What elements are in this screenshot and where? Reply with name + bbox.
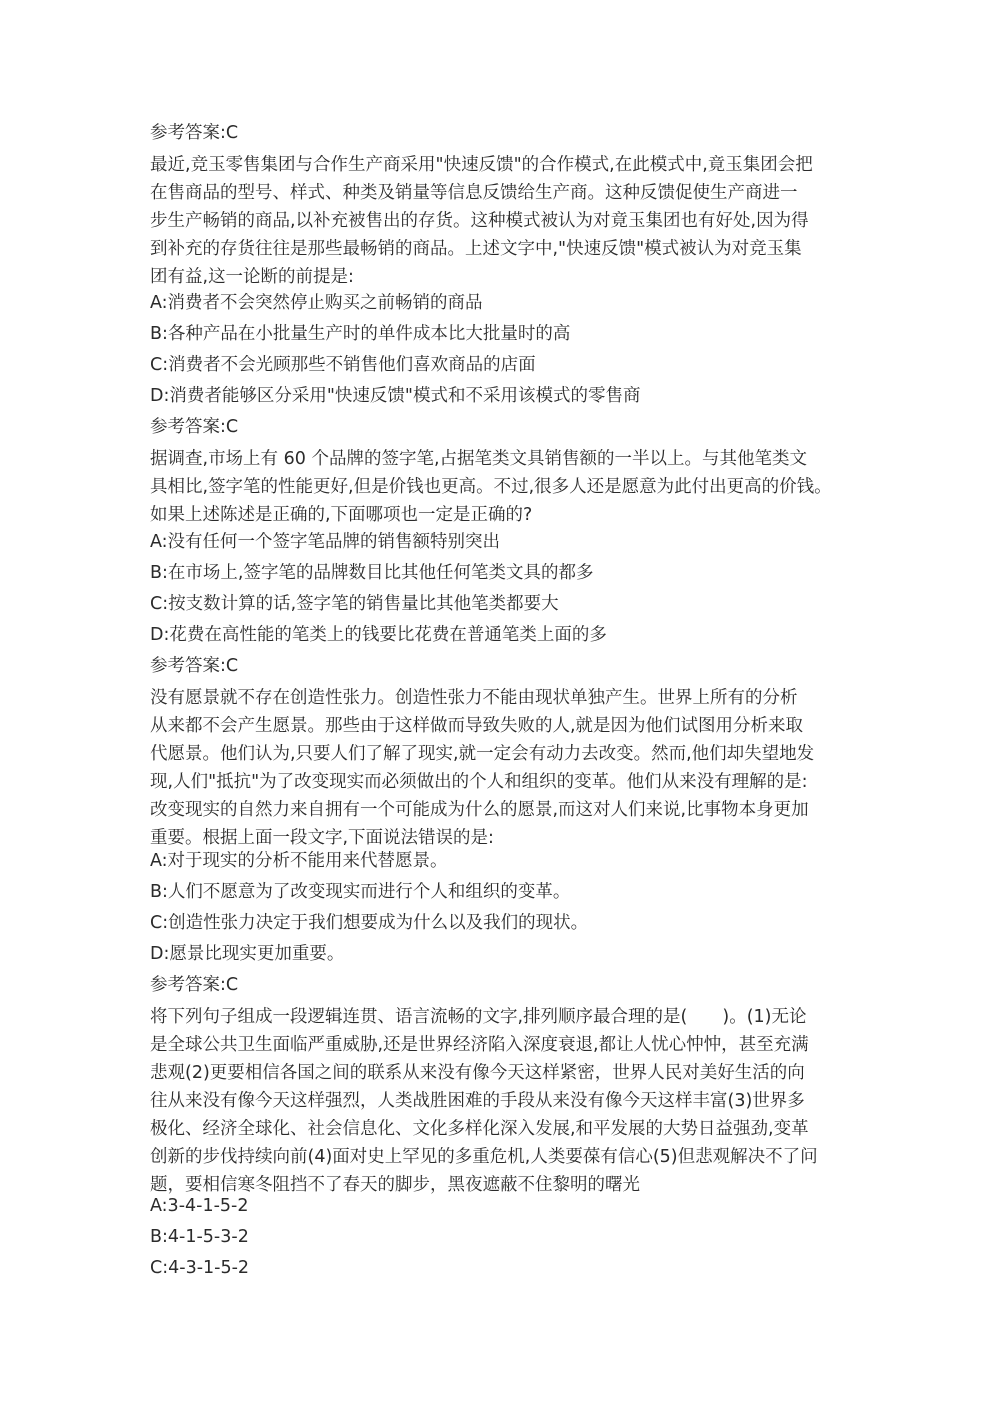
question-1-option-d: D:消费者能够区分采用"快速反馈"模式和不采用该模式的零售商 (150, 386, 641, 406)
question-line: 步生产畅销的商品,以补充被售出的存货。这种模式被认为对竟玉集团也有好处,因为得 (150, 211, 809, 231)
question-4-option-a: A:3-4-1-5-2 (150, 1196, 249, 1216)
question-line: 是全球公共卫生面临严重威胁,还是世界经济陷入深度衰退,都让人忧心忡忡，甚至充满 (150, 1035, 809, 1055)
question-4-option-b: B:4-1-5-3-2 (150, 1227, 249, 1247)
reference-answer: 参考答案:C (150, 417, 239, 437)
question-line: 代愿景。他们认为,只要人们了解了现实,就一定会有动力去改变。然而,他们却失望地发 (150, 744, 815, 764)
question-2-option-c: C:按支数计算的话,签字笔的销售量比其他笔类都要大 (150, 594, 559, 614)
question-line: 悲观(2)更要相信各国之间的联系从来没有像今天这样紧密，世界人民对美好生活的向 (150, 1063, 805, 1083)
question-line: 题，要相信寒冬阻挡不了春天的脚步，黑夜遮蔽不住黎明的曙光 (150, 1175, 640, 1195)
question-4-option-c: C:4-3-1-5-2 (150, 1258, 250, 1278)
reference-answer: 参考答案:C (150, 656, 239, 676)
question-line: 往从来没有像今天这样强烈，人类战胜困难的手段从来没有像今天这样丰富(3)世界多 (150, 1091, 805, 1111)
question-line: 到补充的存货往往是那些最畅销的商品。上述文字中,"快速反馈"模式被认为对竞玉集 (150, 239, 802, 259)
question-line: 改变现实的自然力来自拥有一个可能成为什么的愿景,而这对人们来说,比事物本身更加 (150, 800, 809, 820)
question-line: 具相比,签字笔的性能更好,但是价钱也更高。不过,很多人还是愿意为此付出更高的价钱。 (150, 477, 832, 497)
question-4-stem (150, 1003, 855, 1199)
question-1-option-c: C:消费者不会光顾那些不销售他们喜欢商品的店面 (150, 355, 536, 375)
question-1-option-b: B:各种产品在小批量生产时的单件成本比大批量时的高 (150, 324, 571, 344)
question-line: 在售商品的型号、样式、种类及销量等信息反馈给生产商。这种反馈促使生产商进一 (150, 183, 798, 203)
question-line: 没有愿景就不存在创造性张力。创造性张力不能由现状单独产生。世界上所有的分析 (150, 688, 798, 708)
question-1-stem (150, 151, 855, 291)
question-line: 团有益,这一论断的前提是: (150, 267, 354, 287)
question-line: 如果上述陈述是正确的,下面哪项也一定是正确的? (150, 505, 533, 525)
question-2-option-a: A:没有任何一个签字笔品牌的销售额特别突出 (150, 532, 501, 552)
question-line: 最近,竞玉零售集团与合作生产商采用"快速反馈"的合作模式,在此模式中,竟玉集团会把 (150, 155, 813, 175)
question-2-option-d: D:花费在高性能的笔类上的钱要比花费在普通笔类上面的多 (150, 625, 607, 645)
question-line: 据调查,市场上有 60 个品牌的签字笔,占据笔类文具销售额的一半以上。与其他笔类文 (150, 449, 808, 469)
question-line: 现,人们"抵抗"为了改变现实而必须做出的个人和组织的变革。他们从来没有理解的是: (150, 772, 808, 792)
question-line: 将下列句子组成一段逻辑连贯、语言流畅的文字,排列顺序最合理的是( )。(1)无论 (150, 1007, 807, 1027)
question-3-option-c: C:创造性张力决定于我们想要成为什么以及我们的现状。 (150, 913, 589, 933)
question-line: 重要。根据上面一段文字,下面说法错误的是: (150, 828, 494, 848)
question-1-option-a: A:消费者不会突然停止购买之前畅销的商品 (150, 293, 483, 313)
question-3-option-b: B:人们不愿意为了改变现实而进行个人和组织的变革。 (150, 882, 571, 902)
question-3-option-d: D:愿景比现实更加重要。 (150, 944, 345, 964)
reference-answer: 参考答案:C (150, 123, 239, 143)
reference-answer: 参考答案:C (150, 975, 239, 995)
question-3-stem (150, 684, 855, 852)
question-2-stem (150, 445, 855, 529)
question-line: 创新的步伐持续向前(4)面对史上罕见的多重危机,人类要葆有信心(5)但悲观解决不了问 (150, 1147, 818, 1167)
question-line: 极化、经济全球化、社会信息化、文化多样化深入发展,和平发展的大势日益强劲,变革 (150, 1119, 809, 1139)
question-line: 从来都不会产生愿景。那些由于这样做而导致失败的人,就是因为他们试图用分析来取 (150, 716, 804, 736)
question-3-option-a: A:对于现实的分析不能用来代替愿景。 (150, 851, 448, 871)
question-2-option-b: B:在市场上,签字笔的品牌数目比其他任何笔类文具的都多 (150, 563, 594, 583)
